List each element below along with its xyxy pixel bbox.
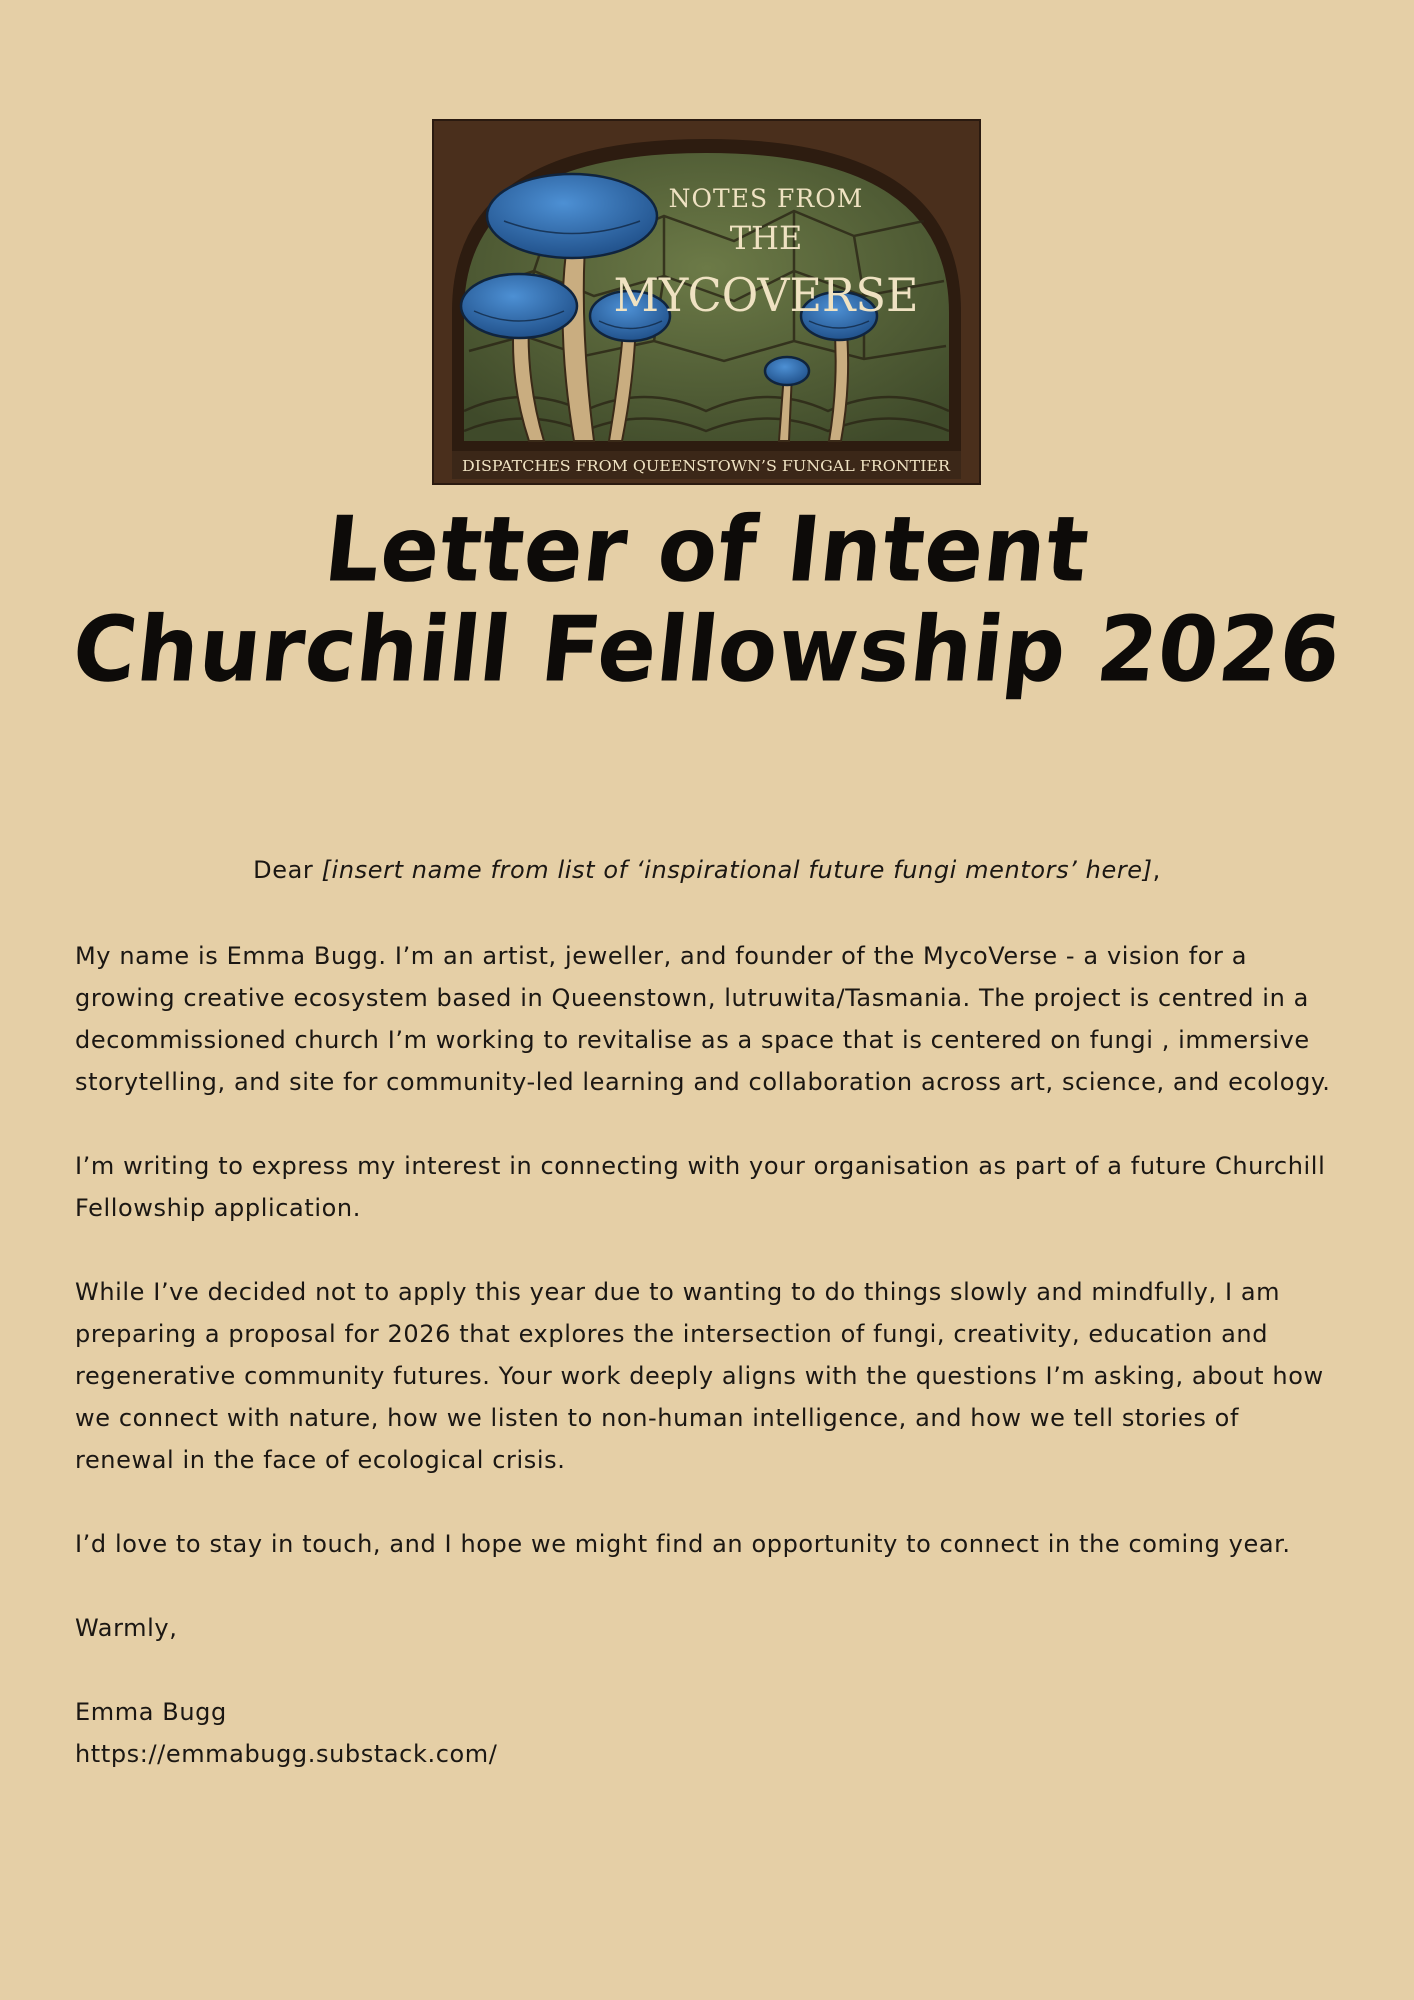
closing: Warmly, (75, 1614, 178, 1642)
title-line-fellowship: Churchill Fellowship 2026 (67, 597, 1347, 703)
signature-block (75, 1691, 1345, 1775)
paragraph-stay-in-touch: I’d love to stay in touch, and I hope we might find an opportunity to connect in the coming year. (75, 1530, 1291, 1558)
salutation-suffix: , (1152, 856, 1161, 884)
signature-url-link[interactable]: https://emmabugg.substack.com/ (75, 1740, 498, 1768)
salutation (0, 852, 1414, 888)
paragraph-introduction: My name is Emma Bugg. I’m an artist, jeweller, and founder of the MycoVerse - a vision for a growing creative ecosystem based in Queenstown, lutruwita/Tasmania. The project is centred in a decommissioned church I’m working to revitalise as a space that is centered on fungi , immersive storytelling, and site for community-led learning and collaboration across art, science, and ecology. (75, 942, 1331, 1096)
banner-tagline: DISPATCHES FROM QUEENSTOWN’S FUNGAL FRONTIER (462, 457, 951, 475)
salutation-prefix: Dear (253, 856, 322, 884)
stained-glass-mushroom-illustration (434, 121, 979, 483)
banner-line-mycoverse: MYCOVERSE (613, 268, 919, 322)
banner-line-the: THE (729, 219, 803, 257)
title-line-letter-of-intent: Letter of Intent (319, 497, 1095, 603)
paragraph-purpose: I’m writing to express my interest in connecting with your organisation as part of a future Churchill Fellowship application. (75, 1152, 1326, 1222)
banner-line-notes-from: NOTES FROM (668, 184, 864, 213)
letter-body (75, 935, 1345, 1775)
letter-title (0, 497, 1414, 703)
salutation-placeholder: [insert name from list of ‘inspirational future fungi mentors’ here] (321, 856, 1153, 884)
signature-name: Emma Bugg (75, 1698, 227, 1726)
header-banner-image (434, 121, 979, 483)
paragraph-proposal: While I’ve decided not to apply this year due to wanting to do things slowly and mindfully, I am preparing a proposal for 2026 that explores the intersection of fungi, creativity, education and regenerative community futures. Your work deeply aligns with the questions I’m asking, about how we connect with nature, how we listen to non-human intelligence, and how we tell stories of renewal in the face of ecological crisis. (75, 1278, 1324, 1474)
